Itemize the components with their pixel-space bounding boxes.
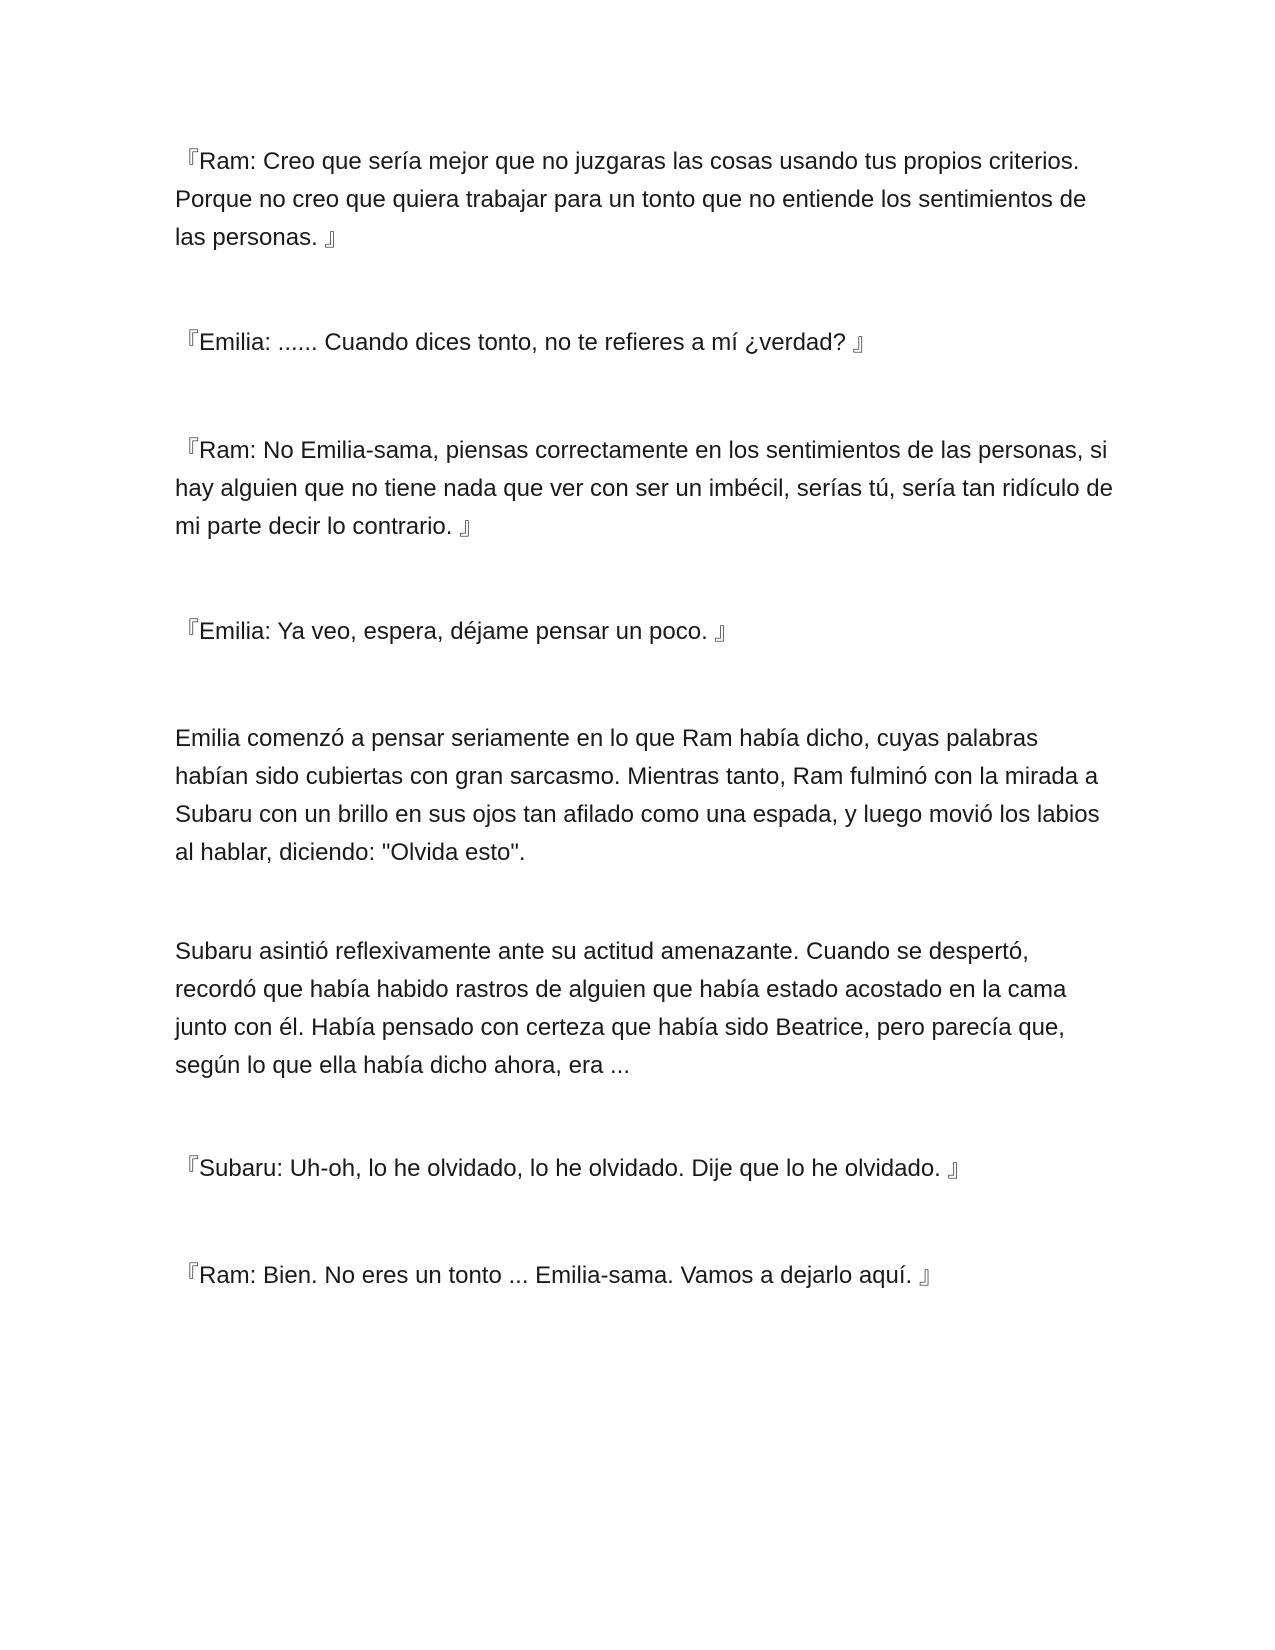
dialogue-ram-2: 『Ram: No Emilia-sama, piensas correctamente en los sentimientos de las personas, si hay alguien que no tiene nada que ver con ser un imbécil, serías tú, sería tan ridículo de mi parte decir lo contrario. 』 [175, 437, 1113, 540]
dialogue-emilia-1: 『Emilia: ...... Cuando dices tonto, no te refieres a mí ¿verdad? 』 [175, 329, 877, 356]
dialogue-ram-1: 『Ram: Creo que sería mejor que no juzgaras las cosas usando tus propios criterios. Porque no creo que quiera trabajar para un tonto que no entiende los sentimientos de las personas. 』 [175, 148, 1087, 251]
dialogue-ram-3: 『Ram: Bien. No eres un tonto ... Emilia-sama. Vamos a dejarlo aquí. 』 [175, 1262, 943, 1289]
narration-paragraph-2: Subaru asintió reflexivamente ante su actitud amenazante. Cuando se despertó, recordó que había habido rastros de alguien que había estado acostado en la cama junto con él. Había pensado con certeza que había sido Beatrice, pero parecía que, según lo que ella había dicho ahora, era ... [175, 938, 1067, 1079]
dialogue-emilia-2: 『Emilia: Ya veo, espera, déjame pensar un poco. 』 [175, 618, 739, 645]
dialogue-subaru-1: 『Subaru: Uh-oh, lo he olvidado, lo he olvidado. Dije que lo he olvidado. 』 [175, 1155, 972, 1182]
narration-paragraph-1: Emilia comenzó a pensar seriamente en lo que Ram había dicho, cuyas palabras habían sido cubiertas con gran sarcasmo. Mientras tanto, Ram fulminó con la mirada a Subaru con un brillo en sus ojos tan afilado como una espada, y luego movió los labios al hablar, diciendo: "Olvida esto". [175, 725, 1100, 866]
